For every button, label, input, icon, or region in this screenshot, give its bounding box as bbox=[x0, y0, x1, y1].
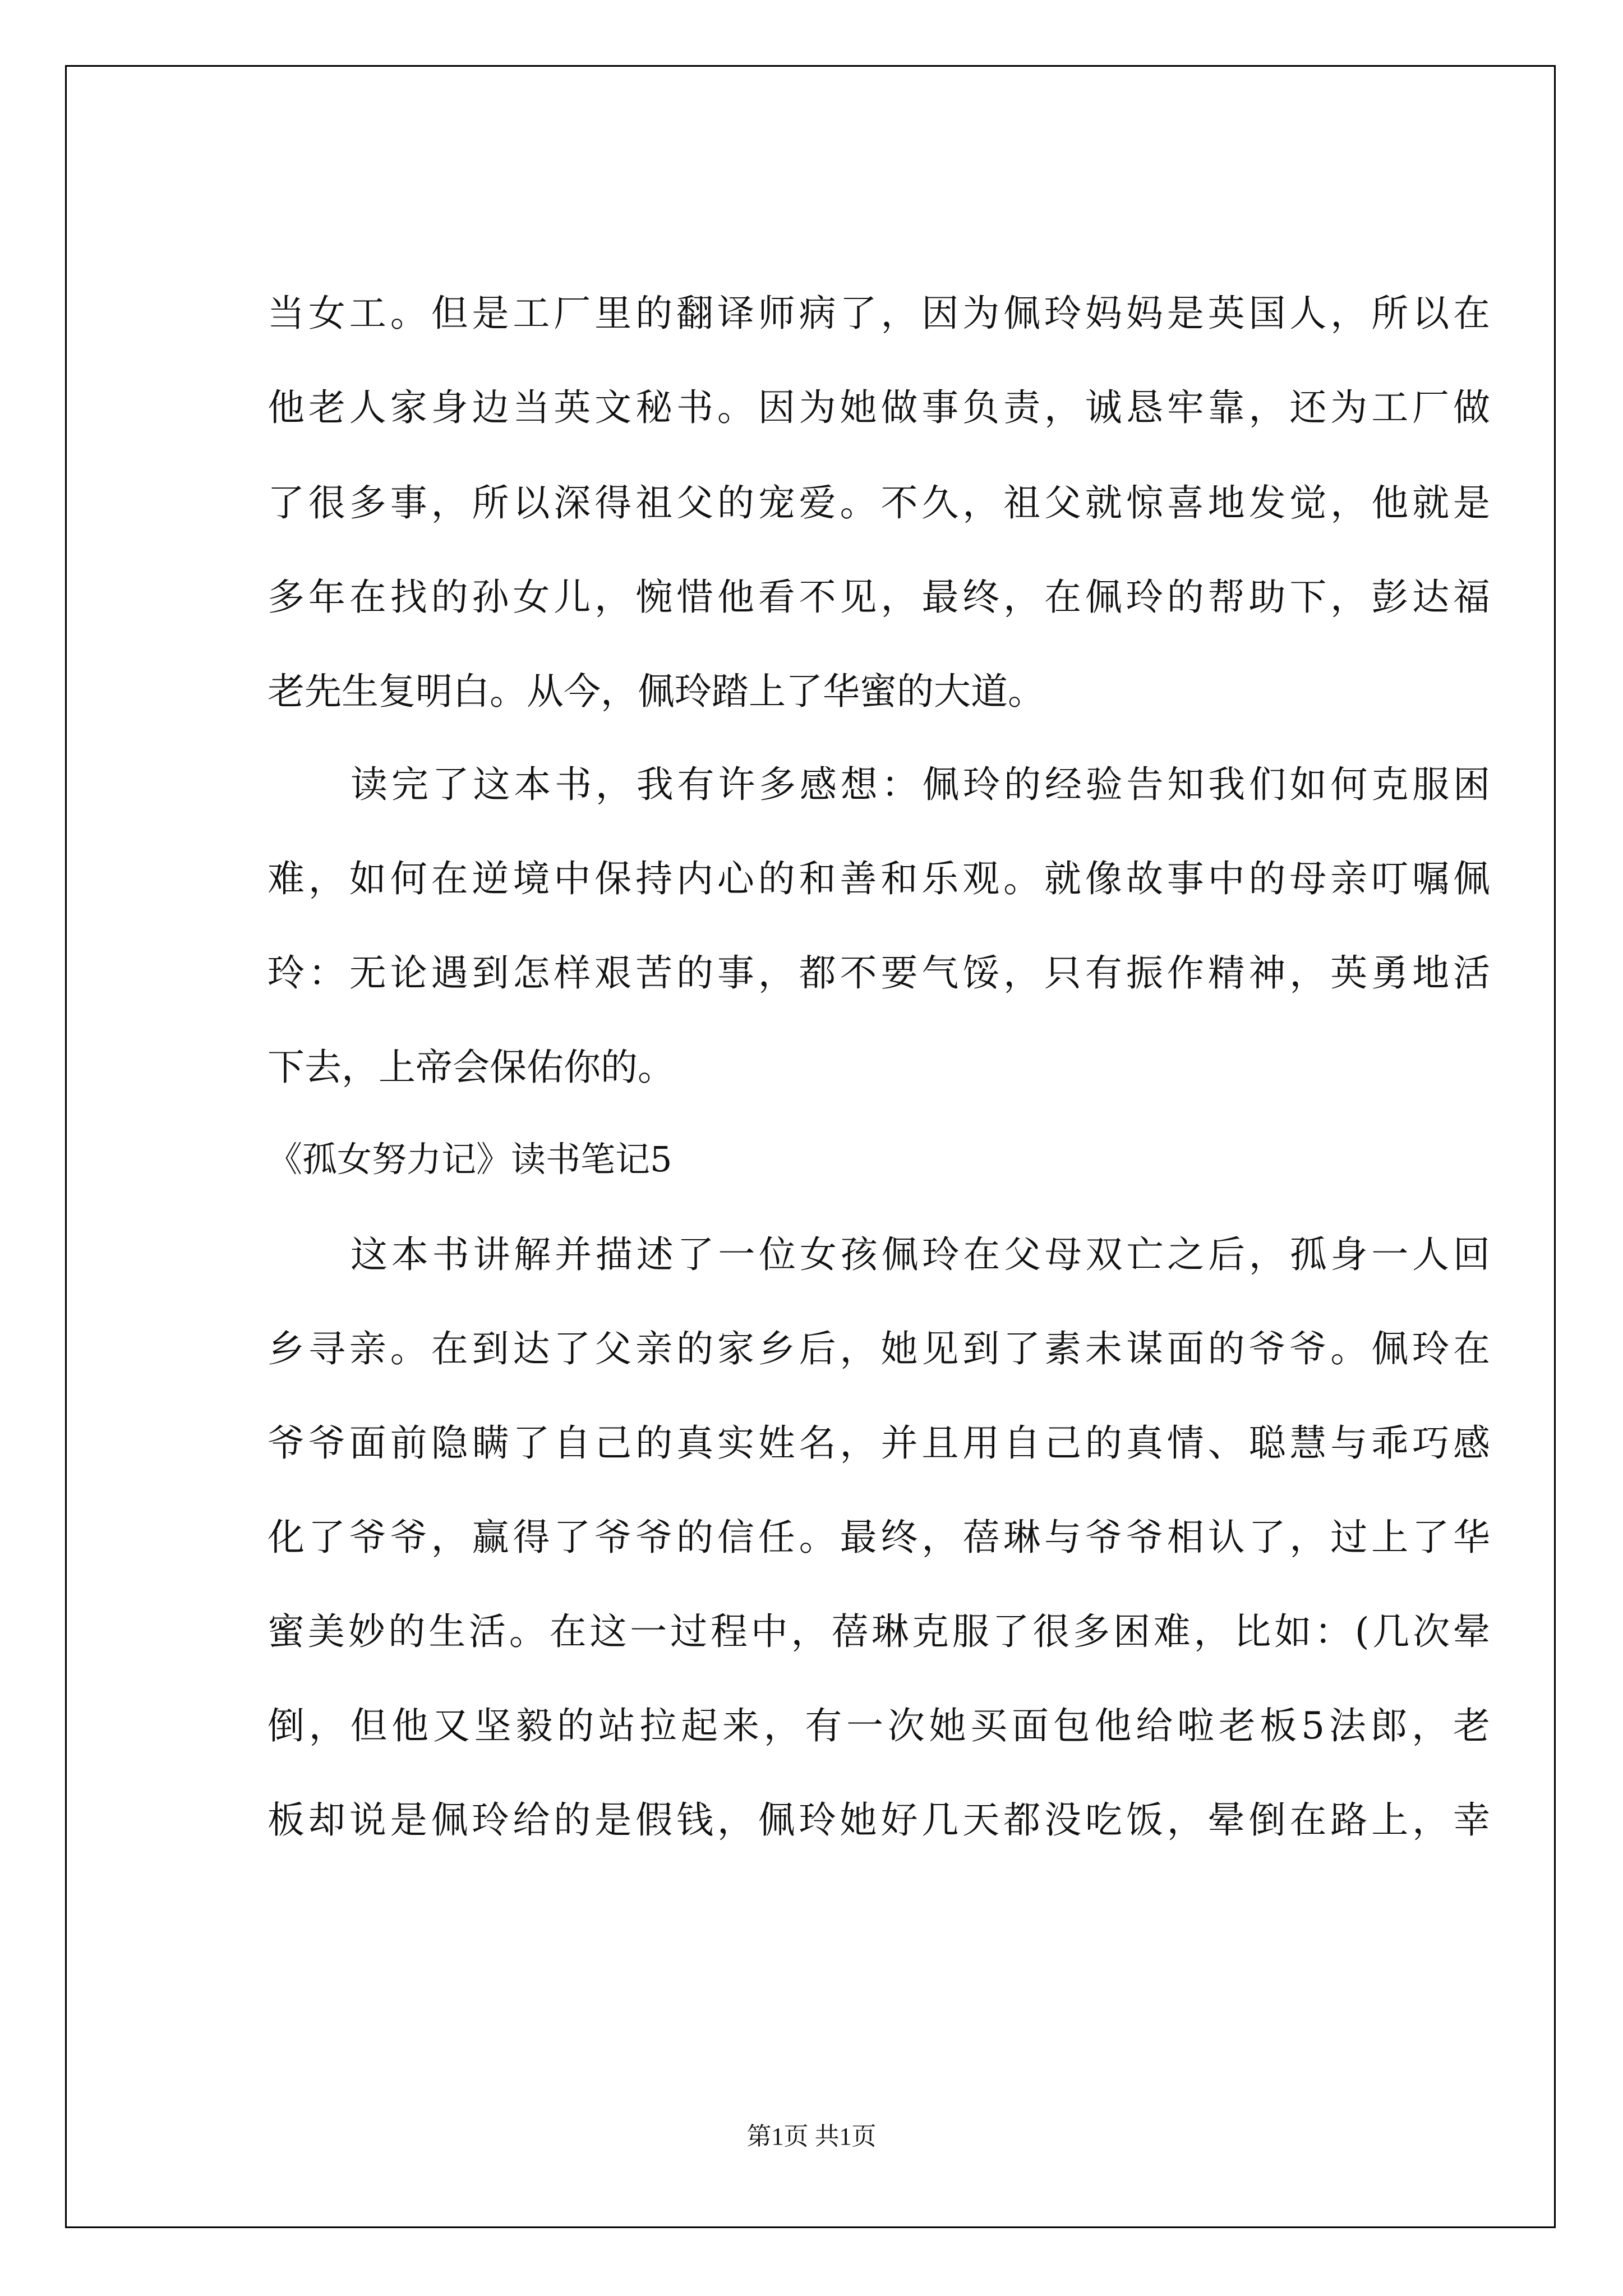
paragraph-line: 乡寻亲。在到达了父亲的家乡后，她见到了素未谋面的爷爷。佩玲在 bbox=[268, 1327, 1490, 1370]
paragraph-line: 读完了这本书，我有许多感想：佩玲的经验告知我们如何克服困 bbox=[351, 763, 1490, 806]
page-footer: 第1页 共1页 bbox=[746, 2123, 877, 2150]
paragraph-line: 玲：无论遇到怎样艰苦的事，都不要气馁，只有振作精神，英勇地活 bbox=[268, 951, 1490, 995]
paragraph-line: 了很多事，所以深得祖父的宠爱。不久，祖父就惊喜地发觉，他就是 bbox=[268, 481, 1490, 524]
paragraph-line: 蜜美妙的生活。在这一过程中，蓓琳克服了很多困难，比如：(几次晕 bbox=[268, 1610, 1490, 1653]
paragraph-line: 板却说是佩玲给的是假钱，佩玲她好几天都没吃饭，晕倒在路上，幸 bbox=[268, 1798, 1490, 1842]
paragraph-line: 下去，上帝会保佑你的。 bbox=[268, 1046, 675, 1089]
paragraph-line: 化了爷爷，赢得了爷爷的信任。最终，蓓琳与爷爷相认了，过上了华 bbox=[268, 1516, 1490, 1559]
paragraph-line: 他老人家身边当英文秘书。因为她做事负责，诚恳牢靠，还为工厂做 bbox=[268, 386, 1490, 429]
paragraph-line: 当女工。但是工厂里的翻译师病了，因为佩玲妈妈是英国人，所以在 bbox=[268, 292, 1490, 335]
section-heading: 《孤女努力记》读书笔记5 bbox=[268, 1139, 672, 1180]
paragraph-line: 爷爷面前隐瞒了自己的真实姓名，并且用自己的真情、聪慧与乖巧感 bbox=[268, 1421, 1490, 1465]
paragraph-line: 难，如何在逆境中保持内心的和善和乐观。就像故事中的母亲叮嘱佩 bbox=[268, 857, 1490, 900]
paragraph-line: 多年在找的孙女儿，惋惜他看不见，最终，在佩玲的帮助下，彭达福 bbox=[268, 576, 1490, 619]
page-frame bbox=[65, 65, 1556, 2228]
paragraph-line: 倒，但他又坚毅的站拉起来，有一次她买面包他给啦老板5法郎，老 bbox=[268, 1704, 1490, 1747]
paragraph-line: 这本书讲解并描述了一位女孩佩玲在父母双亡之后，孤身一人回 bbox=[351, 1233, 1490, 1276]
paragraph-line: 老先生复明白。从今，佩玲踏上了华蜜的大道。 bbox=[268, 670, 1045, 713]
